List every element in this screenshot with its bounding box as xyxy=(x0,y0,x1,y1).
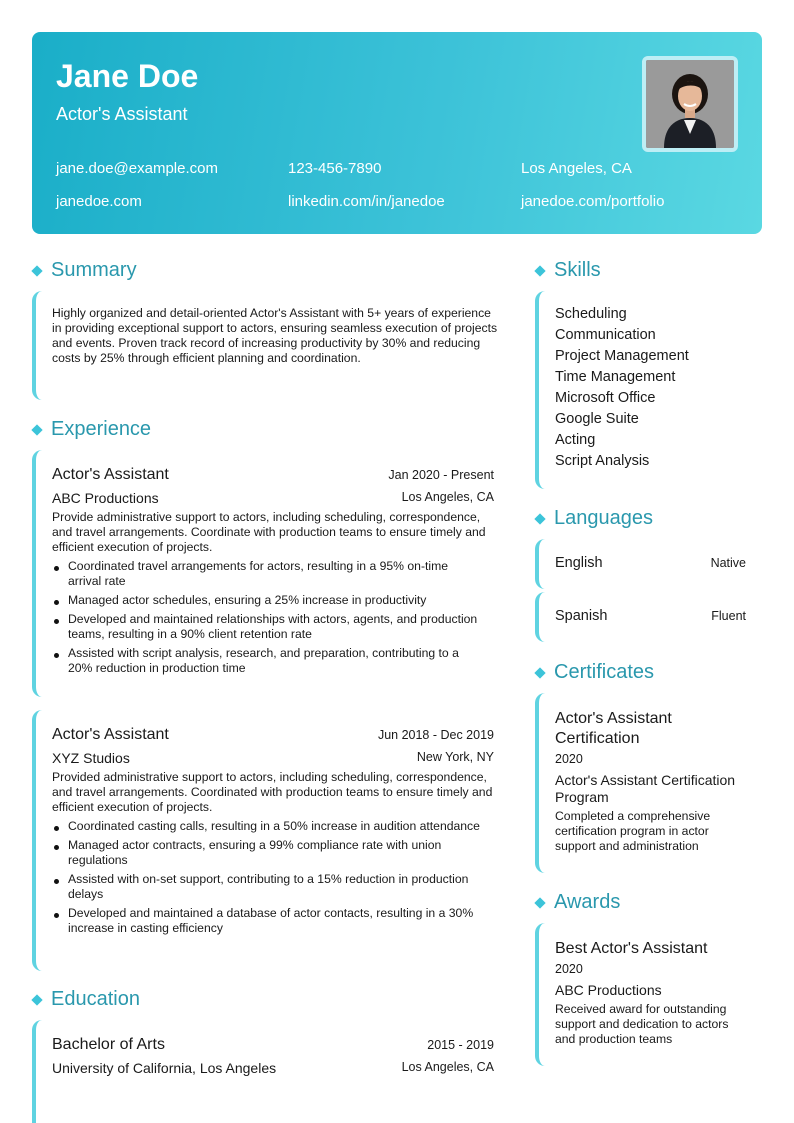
certificate-program: Actor's Assistant Certification Program xyxy=(555,772,736,805)
award-description: Received award for outstanding support and dedication to actors and production teams xyxy=(555,1002,729,1046)
award-year: 2020 xyxy=(555,962,583,976)
award-organization: ABC Productions xyxy=(555,982,662,998)
skill-item: Acting xyxy=(555,432,596,448)
certificate-description: Completed a comprehensive certification program in actor support and administration xyxy=(555,809,711,853)
skill-item: Scheduling xyxy=(555,306,627,322)
skill-item: Google Suite xyxy=(555,411,639,427)
job-title: Actor's Assistant xyxy=(52,726,169,743)
job-title: Actor's Assistant xyxy=(52,466,169,483)
skill-item: Script Analysis xyxy=(555,453,650,469)
skills-heading-label: Skills xyxy=(554,259,601,281)
certificates-heading xyxy=(533,661,654,684)
diamond-icon xyxy=(31,265,42,276)
contact-portfolio[interactable]: janedoe.com/portfolio xyxy=(521,193,665,210)
skill-item: Communication xyxy=(555,327,656,343)
profile-photo-image xyxy=(646,60,734,148)
education-degree: Bachelor of Arts xyxy=(52,1036,165,1053)
certificates-heading-label: Certificates xyxy=(554,661,655,683)
list-item: Coordinated travel arrangements for actors, resulting in a 95% on-time arrival rate xyxy=(52,559,482,589)
job-bullets xyxy=(52,559,482,680)
contact-linkedin[interactable]: linkedin.com/in/janedoe xyxy=(288,193,445,210)
list-item: Assisted with on-set support, contributing to a 15% reduction in production delays xyxy=(52,872,482,902)
job-company: ABC Productions xyxy=(52,490,159,506)
languages-heading-label: Languages xyxy=(554,507,653,529)
job-dates: Jan 2020 - Present xyxy=(388,468,494,482)
education-location: Los Angeles, CA xyxy=(401,1060,494,1074)
diamond-icon xyxy=(31,994,42,1005)
language-name: English xyxy=(555,555,603,571)
skill-item: Microsoft Office xyxy=(555,390,656,406)
certificate-year: 2020 xyxy=(555,752,583,766)
diamond-icon xyxy=(534,513,545,524)
resume-header xyxy=(32,32,762,234)
award-name: Best Actor's Assistant xyxy=(555,940,708,957)
list-item: Developed and maintained relationships with actors, agents, and production teams, resulting in a 90% client retention rate xyxy=(52,612,482,642)
candidate-name: Jane Doe xyxy=(56,58,199,94)
job-description: Provide administrative support to actors, including scheduling, correspondence, and travel arrangements. Coordinate with production teams to ensure timely and efficient execution of projects. xyxy=(52,510,486,554)
list-item: Managed actor contracts, ensuring a 99% compliance rate with union regulations xyxy=(52,838,482,868)
awards-heading-label: Awards xyxy=(554,891,621,913)
experience-heading-label: Experience xyxy=(51,418,152,440)
list-item: Assisted with script analysis, research, and preparation, contributing to a 20% reduction in production time xyxy=(52,646,482,676)
experience-heading xyxy=(30,418,151,441)
diamond-icon xyxy=(534,265,545,276)
awards-heading xyxy=(533,891,620,914)
education-heading xyxy=(30,988,140,1011)
education-dates: 2015 - 2019 xyxy=(427,1038,494,1052)
summary-heading-label: Summary xyxy=(51,259,137,281)
diamond-icon xyxy=(534,667,545,678)
education-school: University of California, Los Angeles xyxy=(52,1060,277,1076)
job-location: New York, NY xyxy=(416,750,494,764)
language-level: Native xyxy=(710,556,746,570)
skills-list xyxy=(555,304,689,472)
certificate-name: Actor's Assistant Certification xyxy=(555,710,672,747)
skills-heading xyxy=(533,259,601,282)
job-description: Provided administrative support to actors, including scheduling, correspondence, and travel arrangements. Coordinated with production teams to ensure timely and efficient execution of projects. xyxy=(52,770,493,814)
candidate-title: Actor's Assistant xyxy=(56,104,188,124)
profile-photo xyxy=(642,56,738,152)
list-item: Managed actor schedules, ensuring a 25% increase in productivity xyxy=(52,593,482,608)
diamond-icon xyxy=(534,897,545,908)
education-heading-label: Education xyxy=(51,988,140,1010)
skill-item: Time Management xyxy=(555,369,676,385)
job-bullets xyxy=(52,819,482,940)
diamond-icon xyxy=(31,424,42,435)
contact-location: Los Angeles, CA xyxy=(521,160,632,177)
job-company: XYZ Studios xyxy=(52,750,130,766)
list-item: Coordinated casting calls, resulting in a 50% increase in audition attendance xyxy=(52,819,482,834)
summary-text: Highly organized and detail-oriented Actor's Assistant with 5+ years of experience in providing exceptional support to actors, ensuring seamless execution of projects and events. Proven track record of increasing productivity by 30% and reducing costs by 25% through efficient planning and coordination. xyxy=(52,306,498,365)
job-location: Los Angeles, CA xyxy=(401,490,494,504)
list-item: Developed and maintained a database of actor contacts, resulting in a 30% increase in casting efficiency xyxy=(52,906,482,936)
languages-heading xyxy=(533,507,653,530)
contact-website[interactable]: janedoe.com xyxy=(56,193,142,210)
job-dates: Jun 2018 - Dec 2019 xyxy=(377,728,494,742)
skill-item: Project Management xyxy=(555,348,689,364)
contact-phone[interactable]: 123-456-7890 xyxy=(288,160,382,177)
contact-email[interactable]: jane.doe@example.com xyxy=(56,160,218,177)
summary-heading xyxy=(30,259,137,282)
language-level: Fluent xyxy=(711,609,746,623)
language-name: Spanish xyxy=(555,608,608,624)
